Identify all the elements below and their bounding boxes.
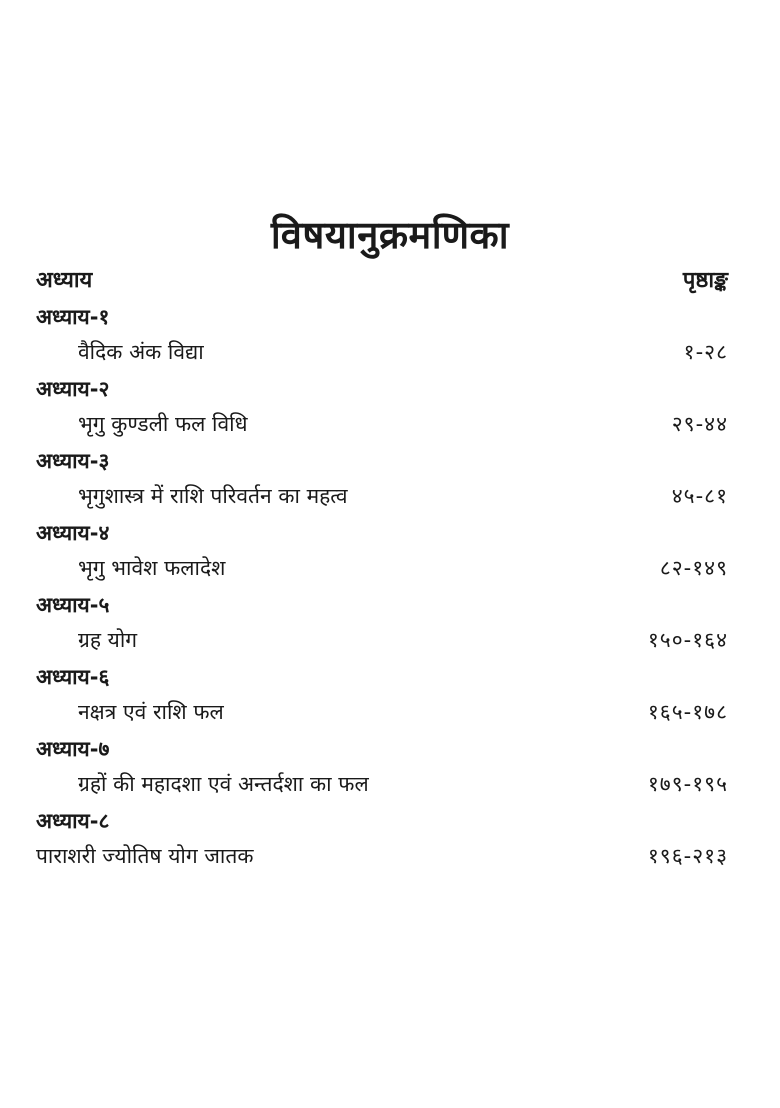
entry-pages: १-२८: [683, 340, 728, 364]
entry-pages: १९६-२१३: [647, 844, 728, 868]
toc-chapter-3: [36, 444, 728, 516]
toc-entry: [36, 478, 728, 514]
toc-entry: [36, 694, 728, 730]
page-title: विषयानुक्रमणिका: [270, 213, 510, 257]
toc-chapter-4: [36, 516, 728, 588]
chapter-label: अध्याय-६: [36, 665, 110, 689]
toc-entry: [36, 622, 728, 658]
entry-title: भृगुशास्त्र में राशि परिवर्तन का महत्व: [78, 484, 348, 508]
entry-title: भृगु भावेश फलादेश: [78, 556, 226, 580]
toc-chapter-5: [36, 588, 728, 660]
entry-pages: १६५-१७८: [647, 700, 728, 724]
chapter-label: अध्याय-८: [36, 809, 110, 833]
toc-chapter-2: [36, 372, 728, 444]
entry-pages: ८२-१४९: [659, 556, 728, 580]
entry-title: पाराशरी ज्योतिष योग जातक: [36, 844, 254, 868]
toc-chapter-6: [36, 660, 728, 732]
toc-chapter-1: [36, 300, 728, 372]
entry-title: वैदिक अंक विद्या: [78, 340, 204, 364]
chapter-label: अध्याय-१: [36, 305, 110, 329]
entry-pages: २९-४४: [671, 412, 728, 436]
toc-entry: [36, 550, 728, 586]
chapter-column-header: अध्याय: [36, 268, 93, 293]
entry-pages: १५०-१६४: [647, 628, 728, 652]
page-column-header: पृष्ठाङ्क: [682, 268, 728, 293]
toc-chapter-7: [36, 732, 728, 804]
entry-pages: ४५-८१: [671, 484, 728, 508]
chapter-label: अध्याय-७: [36, 737, 110, 761]
entry-title: भृगु कुण्डली फल विधि: [78, 412, 248, 436]
toc-list: [36, 300, 728, 876]
chapter-label: अध्याय-४: [36, 521, 110, 545]
entry-title: ग्रहों की महादशा एवं अन्तर्दशा का फल: [78, 772, 369, 796]
toc-header: [36, 262, 728, 296]
toc-entry: [36, 334, 728, 370]
entry-title: नक्षत्र एवं राशि फल: [78, 700, 224, 724]
chapter-label: अध्याय-२: [36, 377, 110, 401]
toc-entry: [36, 406, 728, 442]
toc-chapter-8: [36, 804, 728, 876]
chapter-label: अध्याय-३: [36, 449, 110, 473]
entry-pages: १७९-१९५: [647, 772, 728, 796]
toc-entry: [36, 766, 728, 802]
toc-entry: [36, 838, 728, 874]
entry-title: ग्रह योग: [78, 628, 138, 652]
chapter-label: अध्याय-५: [36, 593, 110, 617]
